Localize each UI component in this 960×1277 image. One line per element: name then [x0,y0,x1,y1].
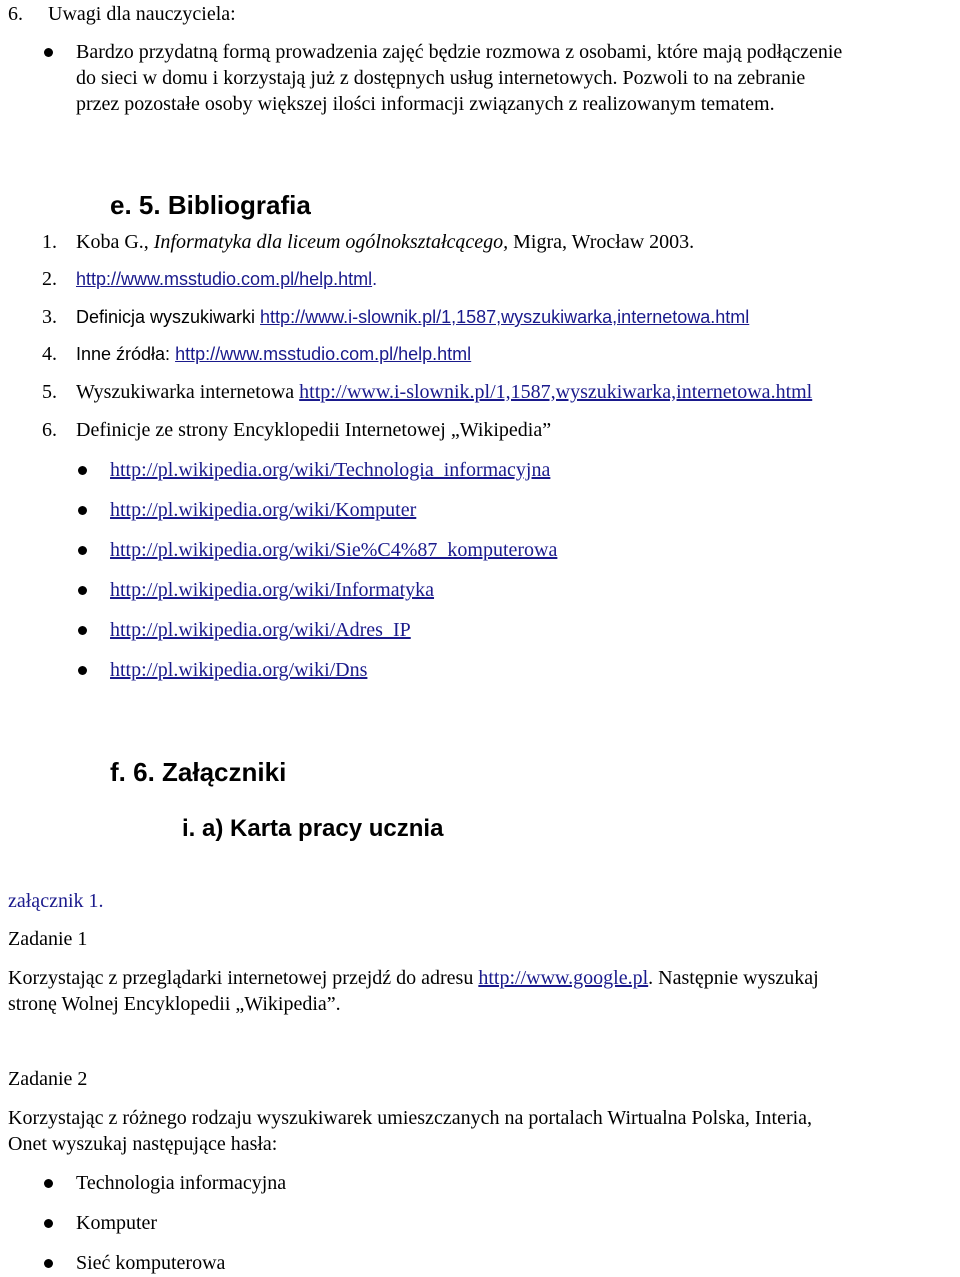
bib-title: Informatyka dla liceum ogólnokształcącego, [153,231,509,253]
bibliography-heading: e. 5. Bibliografia [110,190,311,220]
bib-text: Definicja wyszukiwarki [76,307,261,327]
bib-text: Inne źródła: [76,344,176,364]
task1-text: . Następnie wyszukaj [648,967,819,989]
bib-link-suffix: . [372,269,378,289]
search-term: Komputer [76,1212,158,1234]
teacher-note-line: do sieci w domu i korzystają już z dostępnych usług internetowych. Pozwoli to na zebranie [76,67,806,89]
teacher-note-line: Bardzo przydatną formą prowadzenia zajęć będzie rozmowa z osobami, które mają podłączenie [76,41,843,63]
task2-title: Zadanie 2 [8,1068,88,1090]
teacher-note-line: przez pozostałe osoby większej ilości informacji związanych z realizowanym tematem. [76,93,775,115]
task1-text: Korzystając z przeglądarki internetowej przejdź do adresu [8,967,479,989]
bullet-icon [78,466,87,475]
task2-line: Onet wyszukaj następujące hasła: [8,1133,278,1155]
bullet-icon [44,1259,53,1268]
section-number: 6. [8,3,23,25]
bib-item-number: 2. [42,268,57,290]
wiki-link[interactable]: http://pl.wikipedia.org/wiki/Informatyka [110,579,435,601]
bib-text: Wyszukiwarka internetowa [76,381,300,403]
task1-line [8,966,819,990]
bib-item-number: 6. [42,419,57,441]
bullet-icon [44,1219,53,1228]
task1-line: stronę Wolnej Encyklopedii „Wikipedia”. [8,993,341,1015]
bib-item-3 [76,305,749,329]
search-term: Technologia informacyjna [76,1172,287,1194]
bib-item-5 [76,380,812,404]
bullet-icon [78,626,87,635]
bib-link[interactable]: http://www.msstudio.com.pl/help.html [175,344,472,364]
bib-item-2 [76,267,377,291]
task1-title: Zadanie 1 [8,928,88,950]
attachment-label: załącznik 1. [8,890,104,912]
bib-item-number: 3. [42,306,57,328]
google-link[interactable]: http://www.google.pl [478,967,649,989]
bullet-icon [78,546,87,555]
task2-line: Korzystając z różnego rodzaju wyszukiwarek umieszczanych na portalach Wirtualna Polska, Interia, [8,1107,813,1129]
bib-link[interactable]: http://www.msstudio.com.pl/help.html [76,269,373,289]
bib-item-number: 1. [42,231,57,253]
wiki-link[interactable]: http://pl.wikipedia.org/wiki/Sie%C4%87_komputerowa [110,539,558,561]
wiki-link[interactable]: http://pl.wikipedia.org/wiki/Adres_IP [110,619,411,641]
wiki-link[interactable]: http://pl.wikipedia.org/wiki/Technologia_informacyjna [110,459,551,481]
worksheet-heading: i. a) Karta pracy ucznia [182,815,444,842]
wiki-link[interactable]: http://pl.wikipedia.org/wiki/Dns [110,659,368,681]
search-term: Sieć komputerowa [76,1252,226,1274]
bullet-icon [44,48,53,57]
bib-item-number: 4. [42,343,57,365]
bib-item-1 [76,230,694,254]
bullet-icon [78,666,87,675]
section-title: Uwagi dla nauczyciela: [48,3,236,25]
bullet-icon [78,506,87,515]
bib-item-number: 5. [42,381,57,403]
bullet-icon [78,586,87,595]
bib-link[interactable]: http://www.i-slownik.pl/1,1587,wyszukiwarka,internetowa.html [260,307,750,327]
bib-link[interactable]: http://www.i-slownik.pl/1,1587,wyszukiwarka,internetowa.html [299,381,813,403]
bib-item-6: Definicje ze strony Encyklopedii Internetowej „Wikipedia” [76,419,552,441]
attachments-heading: f. 6. Załączniki [110,757,287,787]
bib-publisher: Migra, Wrocław 2003. [508,231,695,253]
wiki-link[interactable]: http://pl.wikipedia.org/wiki/Komputer [110,499,417,521]
bullet-icon [44,1179,53,1188]
bib-author: Koba G., [76,231,154,253]
bib-item-4 [76,342,471,366]
